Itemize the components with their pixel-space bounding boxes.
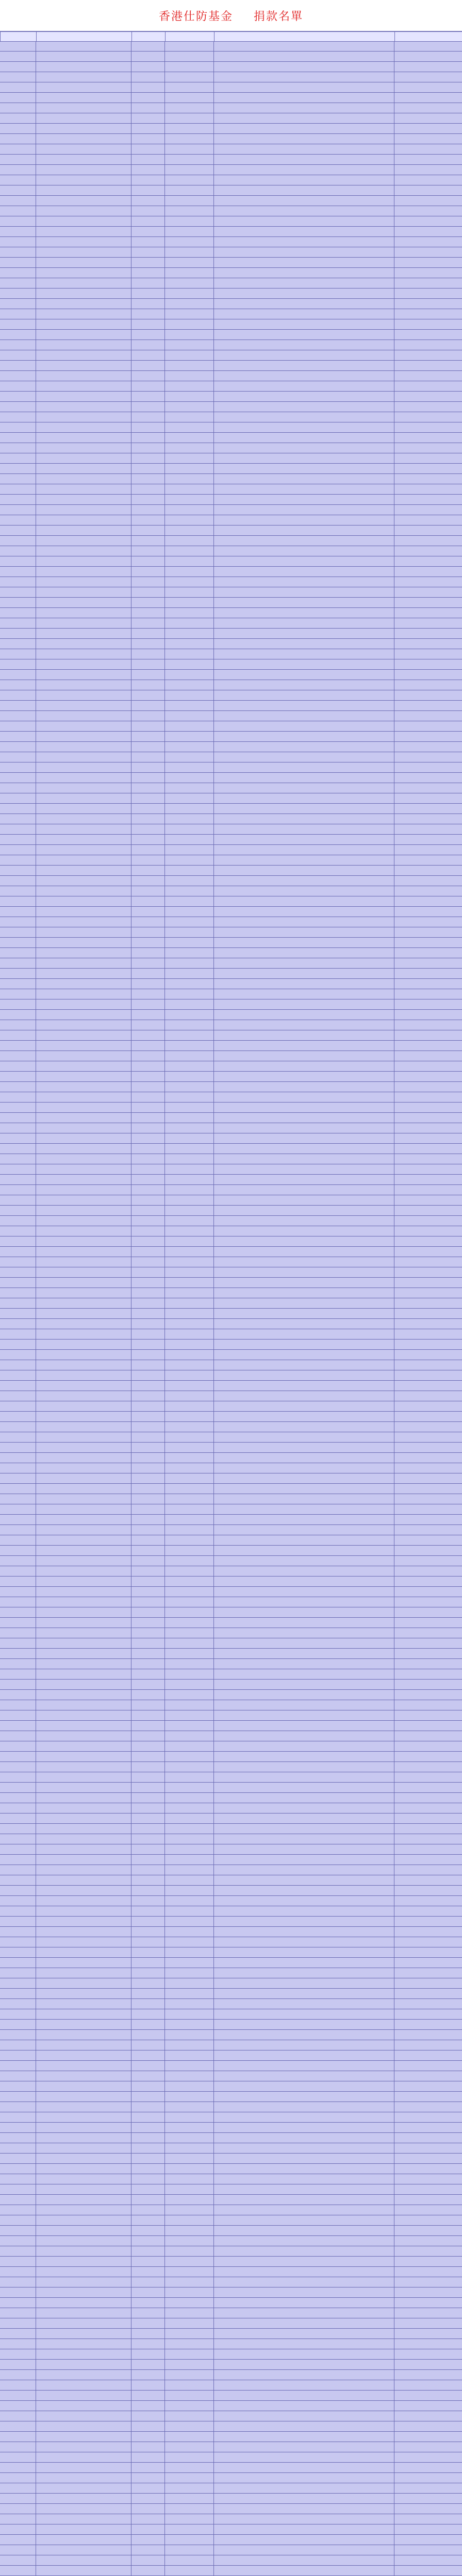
title-right: 捐款名單	[254, 10, 304, 23]
title-left: 香港仕防基金	[158, 10, 233, 23]
col-header-name	[37, 32, 132, 42]
col-header-note	[166, 32, 214, 42]
donor-table	[0, 31, 462, 42]
col-header-status	[395, 32, 462, 42]
table-header-row	[1, 32, 462, 42]
col-header-no	[1, 32, 37, 42]
col-header-org	[214, 32, 395, 42]
table-body-grid	[0, 41, 462, 2576]
col-header-amount	[132, 32, 166, 42]
page-title	[0, 0, 462, 31]
